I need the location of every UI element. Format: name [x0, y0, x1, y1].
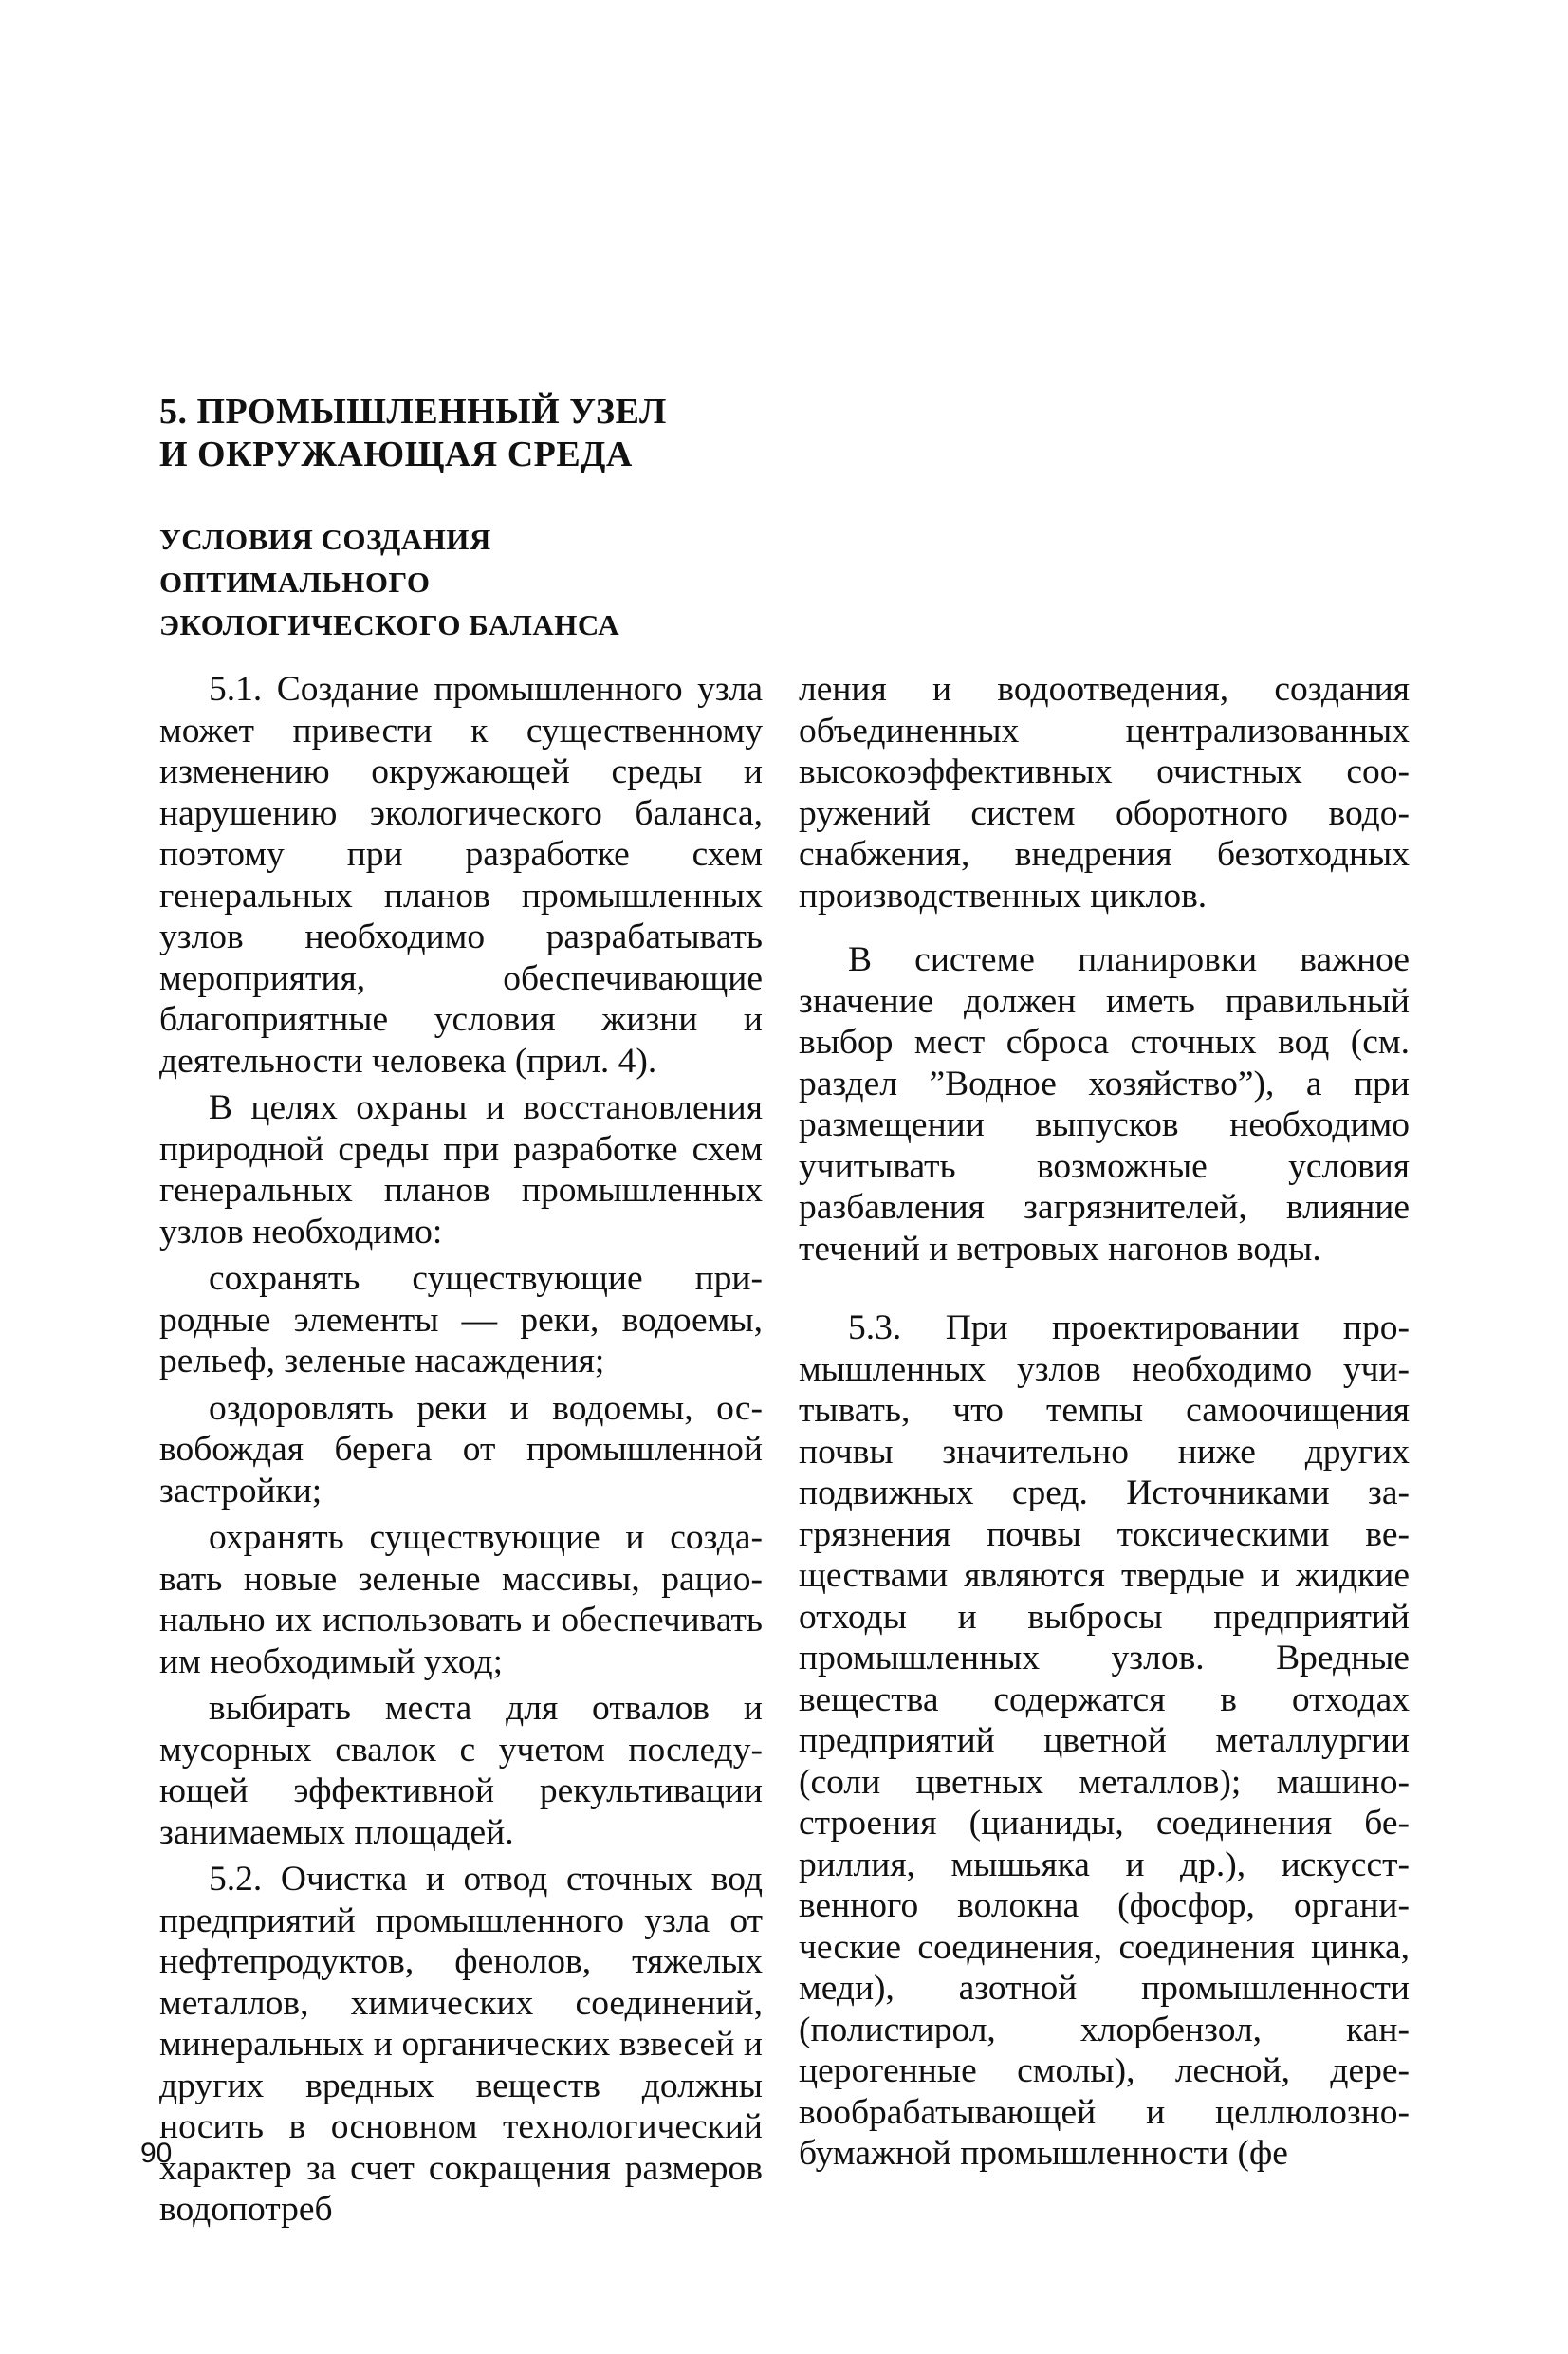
list-item-select-dumps: выбирать места для отвалов и мусорных свалок с учетом последующей эффективной рекультивации занимаемых площадей. — [159, 1689, 763, 1852]
list-item-improve-rivers: оздоровлять реки и водоемы, освобождая берега от промышленной застройки; — [159, 1388, 763, 1511]
chapter-title-line-2: И ОКРУЖАЮЩАЯ СРЕДА — [159, 435, 633, 474]
paragraph-discharge-sites: В системе планировки важное значение должен иметь правильный выбор мест сброса сточных вод (см. раздел ”Водное хозяйство”), а при размещении выпусков необходимо учитывать возможные условия разбавления загрязнителей, влияние течений и ветровых нагонов воды. — [799, 940, 1410, 1269]
paragraph-5-1: 5.1. Создание промышленного узла может привести к существенному изменению окружающей среды и нарушению экологического баланса, поэтому при разработке схем генеральных планов промышленных узлов необходимо разрабатывать мероприятия, обеспечивающие благоприятные условия жизни и деятельности человека (прил. 4). — [159, 670, 763, 1081]
section-title-line-3: ЭКОЛОГИЧЕСКОГО БАЛАНСА — [159, 608, 620, 641]
left-column — [159, 669, 763, 2236]
page-number: 90 — [140, 2138, 173, 2169]
chapter-title-line-1: 5. ПРОМЫШЛЕННЫЙ УЗЕЛ — [159, 392, 667, 432]
chapter-title — [159, 391, 667, 476]
paragraph-protection-intro: В целях охраны и восстановления природной среды при разработке схем генеральных планов промышленных узлов необходимо: — [159, 1088, 763, 1251]
paragraph-5-3: 5.3. При проектировании промышленных узлов необходимо учитывать, что темпы самоочищения почвы значительно ниже других подвижных сред. Источниками загрязнения почвы токсическими веществами являются твердые и жидкие отходы и выбросы предприятий промышленных узлов. Вредные вещества содержатся в отходах предприятий цветной металлургии (соли цветных металлов); машиностроения (цианиды, соединения бериллия, мышьяка и др.), искусственного волокна (фосфор, органические соединения, соединения цинка, меди), азотной промышленности (полистирол, хлорбензол, канцерогенные смолы), лесной, деревообрабатывающей и целлюлознобумажной промышленности (фе — [799, 1308, 1410, 2173]
section-title-line-2: ОПТИМАЛЬНОГО — [159, 565, 431, 599]
section-title-line-1: УСЛОВИЯ СОЗДАНИЯ — [159, 523, 491, 556]
section-title — [159, 518, 619, 646]
list-item-protect-greenery: охранять существующие и создавать новые зеленые массивы, рационально их использовать и обеспечивать им необходимый уход; — [159, 1518, 763, 1681]
paragraph-5-2-continued: ления и водоотведения, создания объединенных централизованных высокоэффективных очистных сооружений систем оборотного водоснабжения, внедрения безотходных производственных циклов. — [799, 670, 1410, 916]
list-item-preserve-nature: сохранять существующие природные элементы — реки, водоемы, рельеф, зеленые насаждения; — [159, 1259, 763, 1381]
right-column — [799, 669, 1410, 2180]
paragraph-5-2: 5.2. Очистка и отвод сточных вод предприятий промышленного узла от нефтепродуктов, фенолов, тяжелых металлов, химических соединений, минеральных и органических взвесей и других вредных веществ должны носить в основном технологический характер за счет сокращения размеров водопотреб — [159, 1860, 763, 2229]
